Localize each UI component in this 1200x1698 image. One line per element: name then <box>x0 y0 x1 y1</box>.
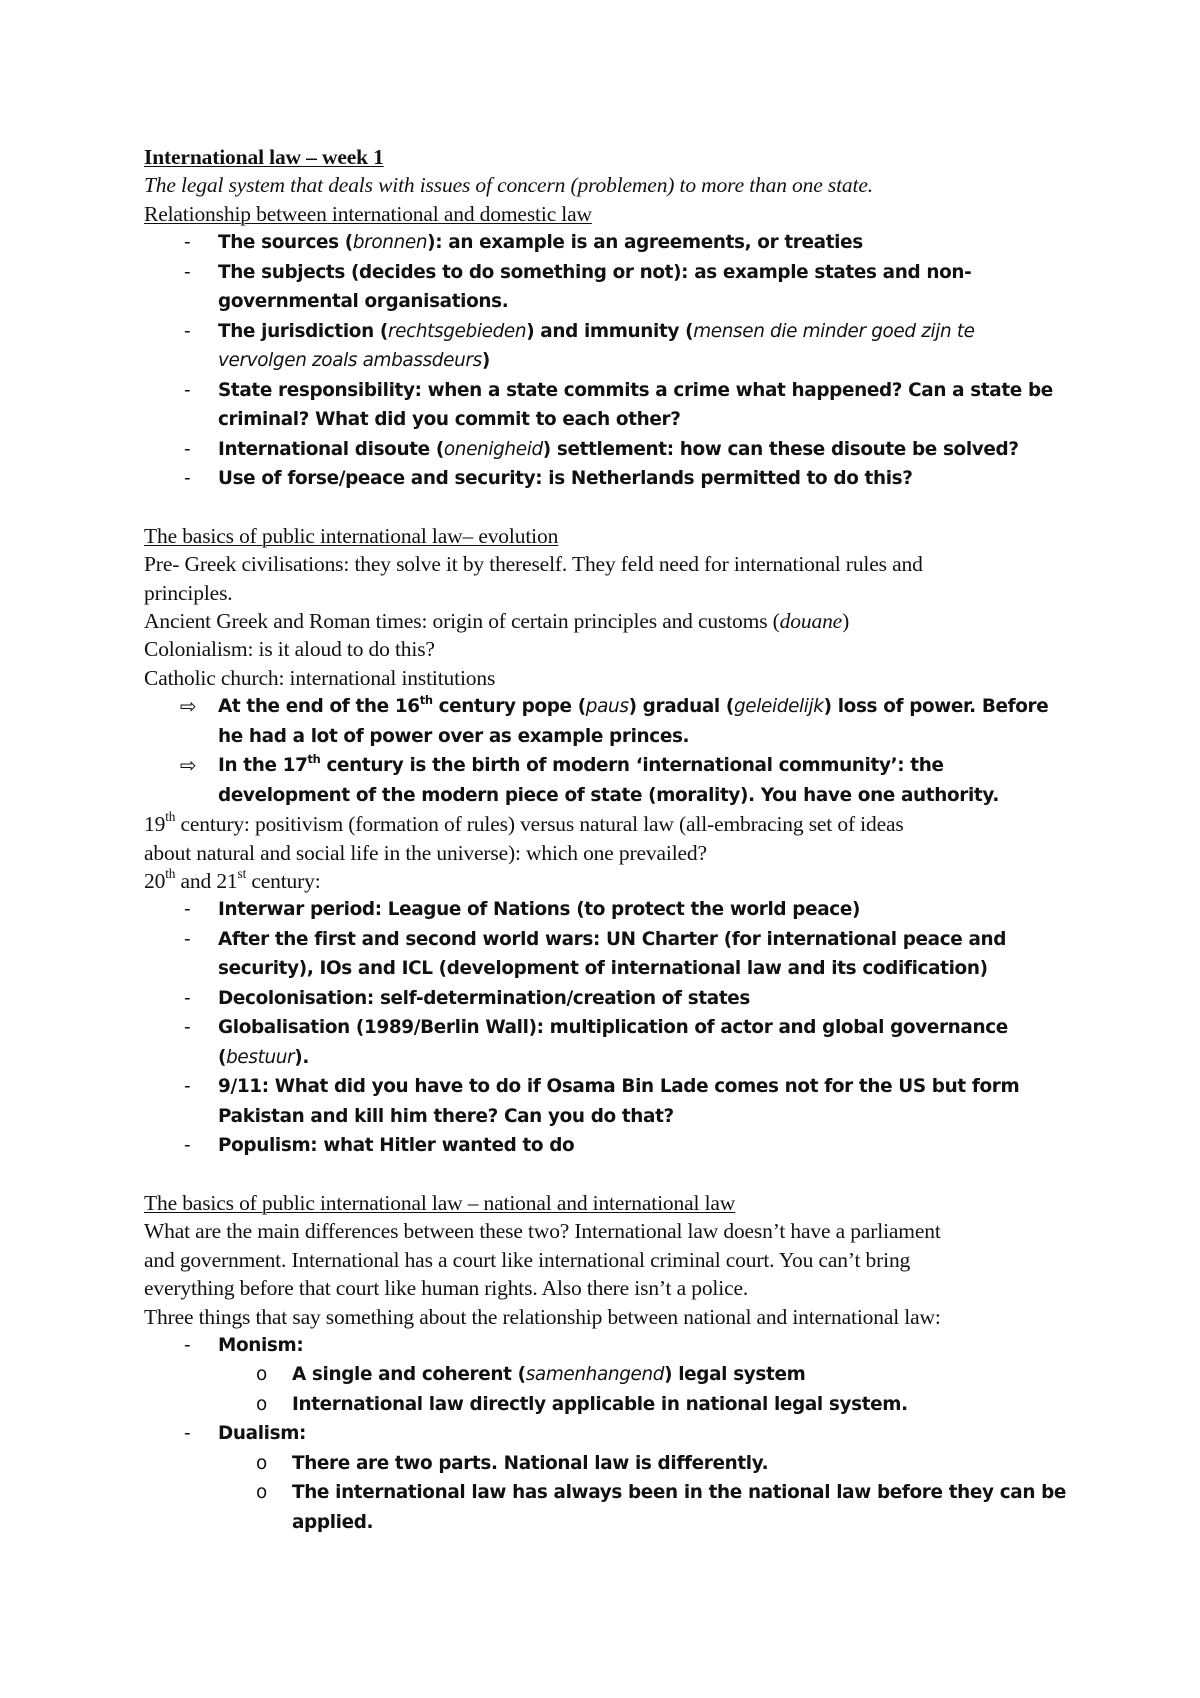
paragraph: Catholic church: international institutions <box>144 665 496 690</box>
arrow-icon: ⇨ <box>180 753 197 778</box>
relationship-list <box>144 228 1080 494</box>
list-item: - The subjects (decides to do something or not): as example states and non- governmental organisations. <box>184 261 972 313</box>
paragraph: 19th century: positivism (formation of rules) versus natural law (all-embracing set of ideas about natural and social life in the universe): which one prevailed? <box>144 809 904 865</box>
list-item: o There are two parts. National law is differently. <box>256 1452 769 1474</box>
list-item: o International law directly applicable in national legal system. <box>256 1393 908 1415</box>
list-item: - International disoute (onenigheid) settlement: how can these disoute be solved? <box>184 438 1019 460</box>
header-block <box>144 143 1080 228</box>
evolution-section <box>144 522 1080 692</box>
list-item: - State responsibility: when a state commits a crime what happened? Can a state be criminal? What did you commit to each other? <box>184 379 1053 431</box>
list-item: - The jurisdiction (rechtsgebieden) and immunity (mensen die minder goed zijn te vervolgen zoals ambassdeurs) <box>184 320 975 372</box>
list-item: ⇨ At the end of the 16th century pope (paus) gradual (geleidelijk) loss of power. Before he had a lot of power over as example princes. <box>180 692 1049 747</box>
list-item: - Populism: what Hitler wanted to do <box>184 1135 575 1157</box>
theory-list-2 <box>144 1419 1080 1449</box>
paragraph: What are the main differences between these two? International law doesn’t have a parliament and government. International has a court like international criminal court. You can’t bring everything before that court like human rights. Also there isn’t a police. <box>144 1219 941 1301</box>
definition <box>144 171 1080 199</box>
theory-list <box>144 1331 1080 1361</box>
dualism-sublist <box>144 1449 1080 1538</box>
definition-text: The legal system that deals with issues of concern (problemen) to more than one state. <box>144 173 873 198</box>
list-item: - Globalisation (1989/Berlin Wall): multiplication of actor and global governance (bestuur). <box>184 1017 1008 1068</box>
list-item: - The sources (bronnen): an example is an agreements, or treaties <box>184 232 863 254</box>
section-heading-national-international: The basics of public international law – national and international law <box>144 1190 736 1215</box>
paragraph: 20th and 21st century: <box>144 866 321 893</box>
list-item: ⇨ In the 17th century is the birth of modern ‘international community’: the development of the modern piece of state (morality). You have one authority. <box>180 751 999 806</box>
section-heading-evolution: The basics of public international law– evolution <box>144 523 559 548</box>
monism-sublist <box>144 1360 1080 1419</box>
paragraph: Ancient Greek and Roman times: origin of certain principles and customs (douane) <box>144 608 850 633</box>
church-list <box>144 692 1080 810</box>
list-item: - Decolonisation: self-determination/creation of states <box>184 987 750 1009</box>
century-list <box>144 895 1080 1161</box>
arrow-icon: ⇨ <box>180 694 197 719</box>
document-title: International law – week 1 <box>144 145 384 169</box>
section-heading-relationship: Relationship between international and domestic law <box>144 201 592 226</box>
national-international-section <box>144 1189 1080 1331</box>
list-item: - 9/11: What did you have to do if Osama Bin Lade comes not for the US but form Pakistan and kill him there? Can you do that? <box>184 1076 1020 1127</box>
list-item: - After the first and second world wars: UN Charter (for international peace and security), IOs and ICL (development of international law and its codification) <box>184 928 1007 980</box>
list-item: - Use of forse/peace and security: is Netherlands permitted to do this? <box>184 468 913 490</box>
list-item-dualism: - Dualism: <box>184 1423 307 1445</box>
paragraph: Three things that say something about the relationship between national and international law: <box>144 1304 941 1329</box>
list-item: - Interwar period: League of Nations (to protect the world peace) <box>184 899 861 921</box>
list-item: o A single and coherent (samenhangend) legal system <box>256 1364 806 1386</box>
list-item-monism: - Monism: <box>184 1334 304 1356</box>
paragraph: Colonialism: is it aloud to do this? <box>144 637 435 662</box>
century-paragraphs <box>144 810 1080 895</box>
paragraph: Pre- Greek civilisations: they solve it by thereself. They feld need for international rules and principles. <box>144 552 923 605</box>
list-item: o The international law has always been in the national law before they can be applied. <box>256 1482 1067 1533</box>
